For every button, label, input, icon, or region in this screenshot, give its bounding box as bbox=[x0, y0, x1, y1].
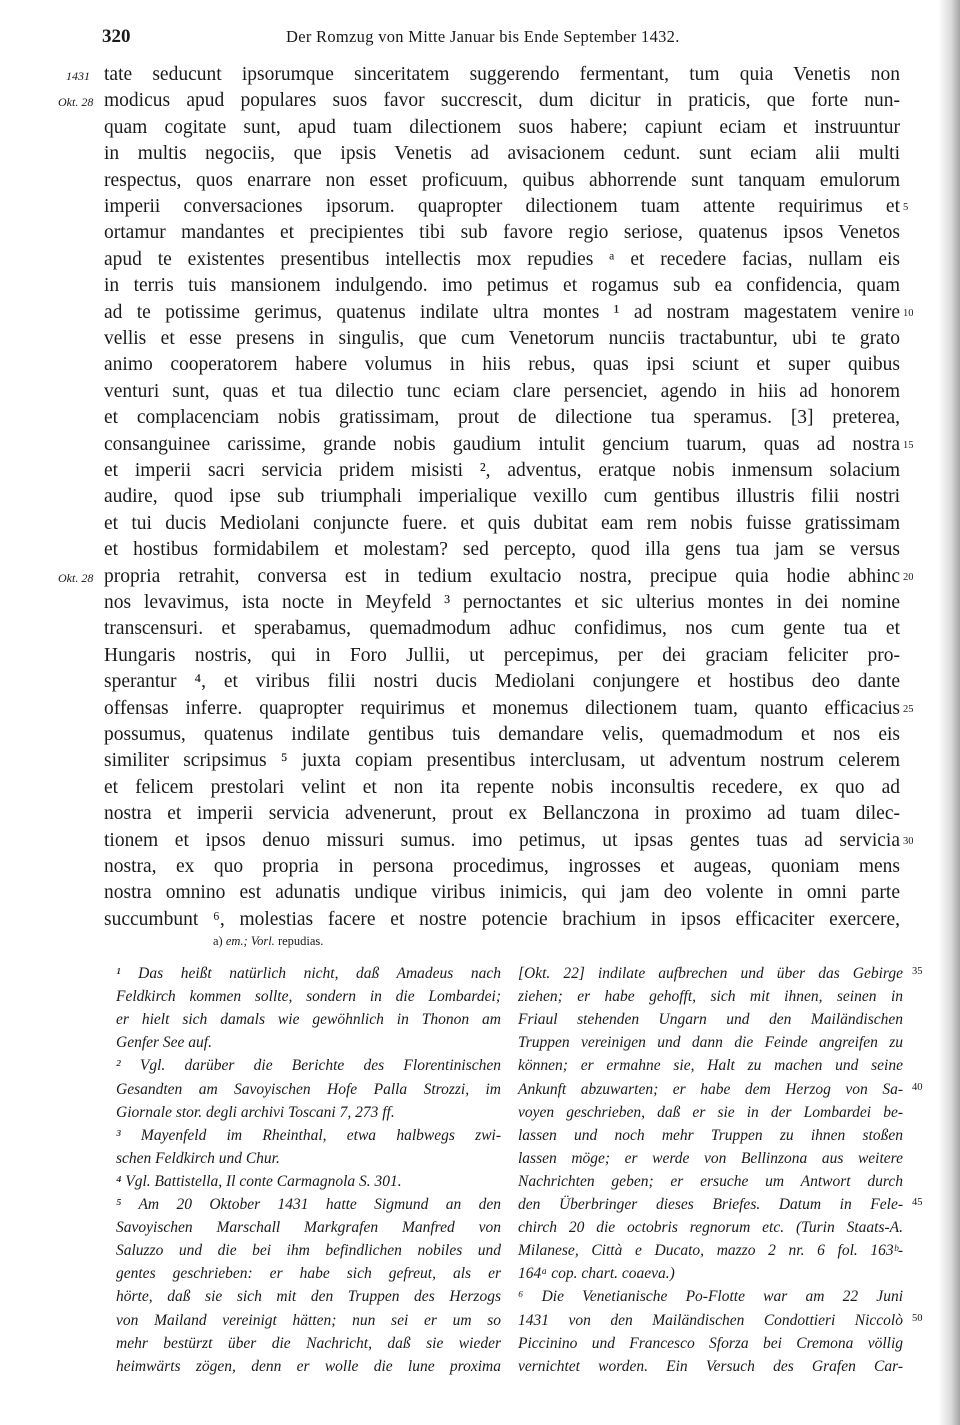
footnote-line: vernichtet worden. Ein Versuch des Grafen Car- bbox=[518, 1357, 903, 1375]
text-line: propria retrahit, conversa est in tedium exultacio nostra, precipue quia hodie abhinc bbox=[104, 565, 900, 587]
text-line: et hostibus formidabilem et molestam? sed percepto, quod illa gens tua jam se versus bbox=[104, 539, 900, 561]
text-line: ortamur mandantes et precipientes tibi sub favore regio seriose, quatenus ipsos Venetos bbox=[104, 222, 900, 244]
footnote-line-number: 40 bbox=[912, 1081, 923, 1093]
footnote-line: Ankunft abzuwarten; er habe dem Herzog von Sa- bbox=[518, 1080, 903, 1098]
text-line: et felicem prestolari velint et non ita repente nobis inconsultis recedere, ex quo ad bbox=[104, 776, 900, 798]
apparatus-siglum: a) bbox=[213, 934, 223, 948]
footnote-line: ⁶ Die Venetianische Po-Flotte war am 22 Juni bbox=[518, 1288, 903, 1306]
apparatus-reading: repudias. bbox=[277, 934, 324, 948]
text-line: imperii conversaciones ipsorum. quapropter dilectionem tuam attente requirimus et bbox=[104, 196, 900, 217]
text-line: consanguinee carissime, grande nobis gaudium intulit gencium tuarum, quas ad nostra bbox=[104, 433, 900, 455]
text-line: vellis et esse presens in singulis, que cum Venetorum nunciis tractabuntur, ubi te grato bbox=[104, 328, 900, 349]
text-line: animo cooperatorem habere volumus in hiis rebus, quas ipsi sciunt et super quibus bbox=[104, 354, 900, 376]
apparatus-vorl: Vorl. bbox=[250, 934, 275, 948]
text-line: apud te existentes presentibus intellectis mox repudies ᵃ et recedere facias, nullam eis bbox=[104, 248, 900, 270]
footnote-line: ³ Mayenfeld im Rheinthal, etwa halbwegs zwi- bbox=[116, 1126, 501, 1144]
line-number: 10 bbox=[903, 307, 914, 319]
footnote-line-number: 35 bbox=[912, 966, 923, 977]
text-line: et complacenciam nobis gratissimam, prout de dilectione tua speramus. [3] preterea, bbox=[104, 407, 900, 429]
footnote-line: Gesandten am Savoyischen Hofe Palla Strozzi, im bbox=[116, 1080, 501, 1098]
footnote-line: ⁵ Am 20 Oktober 1431 hatte Sigmund an den bbox=[116, 1196, 501, 1213]
footnote-line-number: 45 bbox=[912, 1197, 923, 1208]
footnote-line: 1431 von den Mailändischen Condottieri Niccolò bbox=[518, 1311, 903, 1329]
text-line: similiter scripsimus ⁵ juxta copiam presentibus interclusam, ut adventum nostrum celerem bbox=[104, 750, 900, 772]
text-line: tionem et ipsos denuo missuri sumus. imo petimus, ut ipsas gentes tuas ad servicia bbox=[104, 829, 900, 851]
footnote-line: [Okt. 22] indilate aufbrechen und über das Gebirge bbox=[518, 965, 903, 982]
text-line: respectus, quos enarrare non esset proficuum, quibus abhorrende sunt tanquam emulorum bbox=[104, 169, 900, 191]
text-line: venturi sunt, quas et tua dilectio tunc eciam clare persenciet, agendo in hiis ad honorem bbox=[104, 380, 900, 402]
text-line: nostra, ex quo propria in persona procedimus, ingrosses et augeas, quoniam mens bbox=[104, 856, 900, 877]
footnote-line: ¹ Das heißt natürlich nicht, daß Amadeus nach bbox=[116, 965, 501, 982]
text-line: in terris tuis mansionem indulgendo. imo petimus et rogamus sub ea confidencia, quam bbox=[104, 275, 900, 297]
footnote-line: lassen und noch mehr Truppen zu ihnen stoßen bbox=[518, 1126, 903, 1144]
running-title: Der Romzug von Mitte Januar bis Ende September 1432. bbox=[286, 27, 680, 46]
footnote-line-number: 50 bbox=[912, 1312, 923, 1324]
scan-shadow-edge bbox=[938, 0, 960, 1425]
footnote-line: Nachrichten geben; er ersuche um Antwort durch bbox=[518, 1172, 903, 1190]
footnote-line: Truppen vereinigen und dann die Feinde angreifen zu bbox=[518, 1034, 903, 1052]
text-line: nostra omnino est adunatis undique viribus inimicis, qui jam deo volente in omni parte bbox=[104, 882, 900, 904]
footnote-line: Savoyischen Marschall Markgrafen Manfred von bbox=[116, 1219, 501, 1237]
text-line: et imperii sacri servicia pridem misisti ², adventus, eratque nobis inmensum solacium bbox=[104, 460, 900, 481]
footnote-line: Friaul stehenden Ungarn und den Mailändischen bbox=[518, 1011, 903, 1029]
apparatus-em: em.; bbox=[225, 934, 248, 948]
footnote-line: er hielt sich damals wie gewöhnlich in Thonon am bbox=[116, 1011, 501, 1029]
text-line: in multis negociis, que ipsis Venetis ad avisacionem cedunt. sunt eciam alii multi bbox=[104, 143, 900, 165]
footnote-line: Giornale stor. degli archivi Toscani 7, 273 ff. bbox=[116, 1103, 395, 1121]
line-number: 30 bbox=[903, 835, 914, 847]
text-line: audire, quod ipse sub triumphali imperialique vexillo cum gentibus illustris filii nostri bbox=[104, 486, 900, 508]
text-line: modicus apud populares suos favor succrescit, dum dicitur in praticis, que forte nun- bbox=[104, 90, 900, 112]
margin-date-note: 1431 bbox=[66, 69, 90, 83]
footnote-line: Saluzzo und die bei ihm befindlichen nobiles und bbox=[116, 1242, 501, 1260]
footnote-line: den Überbringer dieses Briefes. Datum in Fele- bbox=[518, 1196, 903, 1213]
text-line: nostra et imperii servicia advenerunt, prout ex Bellanczona in proximo ad tuam dilec- bbox=[104, 803, 900, 825]
footnote-line: Genfer See auf. bbox=[116, 1034, 212, 1052]
footnote-line: ziehen; er habe gehofft, sich mit ihnen, seinen in bbox=[518, 988, 903, 1006]
margin-date-note: Okt. 28 bbox=[58, 570, 94, 585]
critical-apparatus bbox=[213, 934, 323, 949]
footnote-line: Feldkirch kommen sollte, sondern in die Lombardei; bbox=[116, 988, 501, 1006]
line-number: 5 bbox=[903, 202, 909, 213]
text-line: offensas inferre. quapropter requirimus et monemus dilectionem tuam, quanto efficacius bbox=[104, 697, 900, 719]
text-line: et tui ducis Mediolani conjuncte fuere. et quis dubitat eam rem nobis fuisse gratissimam bbox=[104, 512, 900, 534]
footnote-line: Milanese, Città e Ducato, mazzo 2 nr. 6 fol. 163ᵇ- bbox=[518, 1242, 903, 1260]
text-line: nos levavimus, ista nocte in Meyfeld ³ pernoctantes et sic ulterius montes in dei nomine bbox=[104, 592, 900, 613]
text-line: transcensuri. et sperabamus, quemadmodum adhuc confidimus, nos cum gente tua et bbox=[104, 618, 900, 640]
footnote-line: 164ᵃ cop. chart. coaeva.) bbox=[518, 1265, 675, 1283]
text-line: sperantur ⁴, et viribus filii nostri ducis Mediolani conjungere et hostibus deo dante bbox=[104, 671, 900, 693]
footnote-line: können; er ermahne sie, Halt zu machen und seine bbox=[518, 1057, 903, 1075]
line-number: 20 bbox=[903, 571, 914, 583]
footnote-line: Piccinino und Francesco Sforza bei Cremona völlig bbox=[518, 1334, 903, 1352]
footnote-line: ⁴ Vgl. Battistella, Il conte Carmagnola S. 301. bbox=[116, 1172, 402, 1190]
footnote-line: gentes geschrieben: er habe sich gefreut, als er bbox=[116, 1265, 501, 1283]
text-line: possumus, quatenus indilate gentibus tuis demandare velis, quemadmodum et nos eis bbox=[104, 724, 900, 745]
footnote-line: hörte, daß sie sich mit den Truppen des Herzogs bbox=[116, 1288, 501, 1306]
footnote-line: chirch 20 die octobris regnorum etc. (Turin Staats-A. bbox=[518, 1219, 903, 1237]
text-line: Hungaris nostris, qui in Foro Jullii, ut percepimus, per dei graciam feliciter pro- bbox=[104, 644, 900, 666]
margin-date-note: Okt. 28 bbox=[58, 95, 94, 110]
page-header bbox=[102, 26, 902, 50]
footnote-line: von Mailand vereinigt hätten; nun sei er um so bbox=[116, 1311, 501, 1329]
footnote-line: schen Feldkirch und Chur. bbox=[116, 1149, 280, 1167]
text-line: quam cogitate sunt, apud tuam dilectionem suos habere; capiunt eciam et instruuntur bbox=[104, 116, 900, 138]
text-line: tate seducunt ipsorumque sinceritatem suggerendo fermentant, tum quia Venetis non bbox=[104, 64, 900, 85]
text-line: ad te potissime gerimus, quatenus indilate ultra montes ¹ ad nostram magestatem venire bbox=[104, 301, 900, 323]
footnote-line: heimwärts zögen, denn er wolle die lune proxima bbox=[116, 1357, 501, 1375]
footnote-line: lassen möge; er werde von Bellinzona aus weitere bbox=[518, 1149, 903, 1167]
footnote-line: voyen geschrieben, daß er sie in der Lombardei be- bbox=[518, 1103, 903, 1121]
footnote-line: mehr bestürzt über die Nachricht, daß sie wieder bbox=[116, 1334, 501, 1352]
text-line: succumbunt ⁶, molestias facere et nostre potencie brachium in ipsos efficaciter exercere, bbox=[104, 908, 900, 930]
line-number: 25 bbox=[903, 703, 914, 715]
line-number: 15 bbox=[903, 439, 914, 451]
page-number: 320 bbox=[102, 26, 131, 47]
footnote-line: ² Vgl. darüber die Berichte des Florentinischen bbox=[116, 1057, 501, 1075]
